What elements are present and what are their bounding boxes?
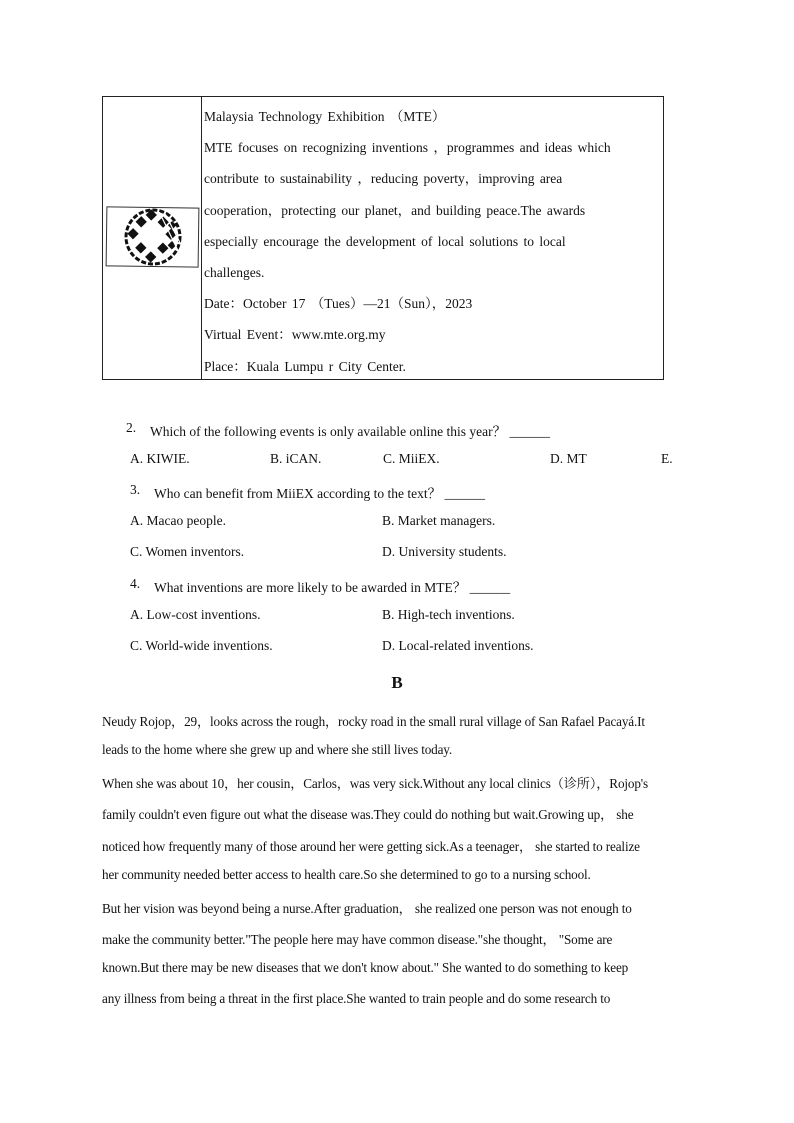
question-4-option-d: D. Local-related inventions. (382, 638, 534, 653)
mte-text-line: cooperation，protecting our planet，and building peace.The awards (204, 202, 586, 218)
mte-text-line: especially encourage the development of local solutions to local (204, 233, 566, 249)
passage-line: make the community better."The people here may have common disease."she thought， "Some are (102, 932, 613, 947)
passage-line: known.But there may be new diseases that we don't know about." She wanted to do something to keep (102, 960, 629, 975)
mte-logo (106, 206, 200, 267)
question-4-number: 4. (130, 576, 141, 591)
globe-logo-icon (122, 208, 183, 267)
passage-line: But her vision was beyond being a nurse.After graduation， she realized one person was not enough to (102, 901, 632, 916)
passage-line: leads to the home where she grew up and where she still lives today. (102, 742, 453, 757)
mte-place: Place：Kuala Lumpu r City Center. (204, 358, 406, 374)
question-4-text: What inventions are more likely to be awarded in MTE？ ______ (154, 580, 511, 595)
question-2-option-e: E. (661, 451, 673, 466)
section-b-heading: B (391, 673, 403, 692)
question-2-option-a: A. KIWIE. (130, 451, 190, 466)
passage-line: When she was about 10，her cousin，Carlos，was very sick.Without any local clinics（诊所），Rojop's (102, 776, 648, 791)
logo-cell (103, 97, 202, 379)
passage-line: family couldn't even figure out what the disease was.They could do nothing but wait.Growing up， she (102, 807, 634, 822)
question-4-option-b: B. High-tech inventions. (382, 607, 515, 622)
passage-line: any illness from being a threat in the first place.She wanted to train people and do some research to (102, 991, 611, 1006)
mte-virtual-event: Virtual Event：www.mte.org.my (204, 327, 386, 343)
passage-line: noticed how frequently many of those around her were getting sick.As a teenager， she started to realize (102, 839, 640, 854)
passage-line: Neudy Rojop，29，looks across the rough，rocky road in the small rural village of San Rafael Pacayá.It (102, 714, 645, 729)
question-3-text: Who can benefit from MiiEX according to the text？ ______ (154, 486, 486, 501)
question-2-number: 2. (126, 420, 137, 435)
mte-text-line: challenges. (204, 265, 265, 281)
mte-description (202, 97, 663, 379)
question-3-option-b: B. Market managers. (382, 513, 496, 528)
mte-date: Date：October 17 （Tues）—21（Sun），2023 (204, 296, 473, 312)
mte-text-line: MTE focuses on recognizing inventions ，programmes and ideas which (204, 140, 611, 156)
question-4-option-a: A. Low-cost inventions. (130, 607, 261, 622)
mte-text-line: contribute to sustainability ，reducing poverty，improving area (204, 171, 563, 187)
question-3-number: 3. (130, 482, 141, 497)
question-3-option-c: C. Women inventors. (130, 544, 245, 559)
question-2-option-c: C. MiiEX. (383, 451, 440, 466)
passage-line: her community needed better access to health care.So she determined to go to a nursing school. (102, 867, 591, 882)
mte-title: Malaysia Technology Exhibition （MTE） (204, 109, 446, 124)
question-3-option-a: A. Macao people. (130, 513, 226, 528)
question-2-text: Which of the following events is only available online this year？ ______ (150, 424, 551, 439)
question-3-option-d: D. University students. (382, 544, 507, 559)
question-4-option-c: C. World-wide inventions. (130, 638, 273, 653)
question-2-option-d: D. MT (550, 451, 587, 466)
mte-info-table (102, 96, 664, 380)
question-2-option-b: B. iCAN. (270, 451, 322, 466)
